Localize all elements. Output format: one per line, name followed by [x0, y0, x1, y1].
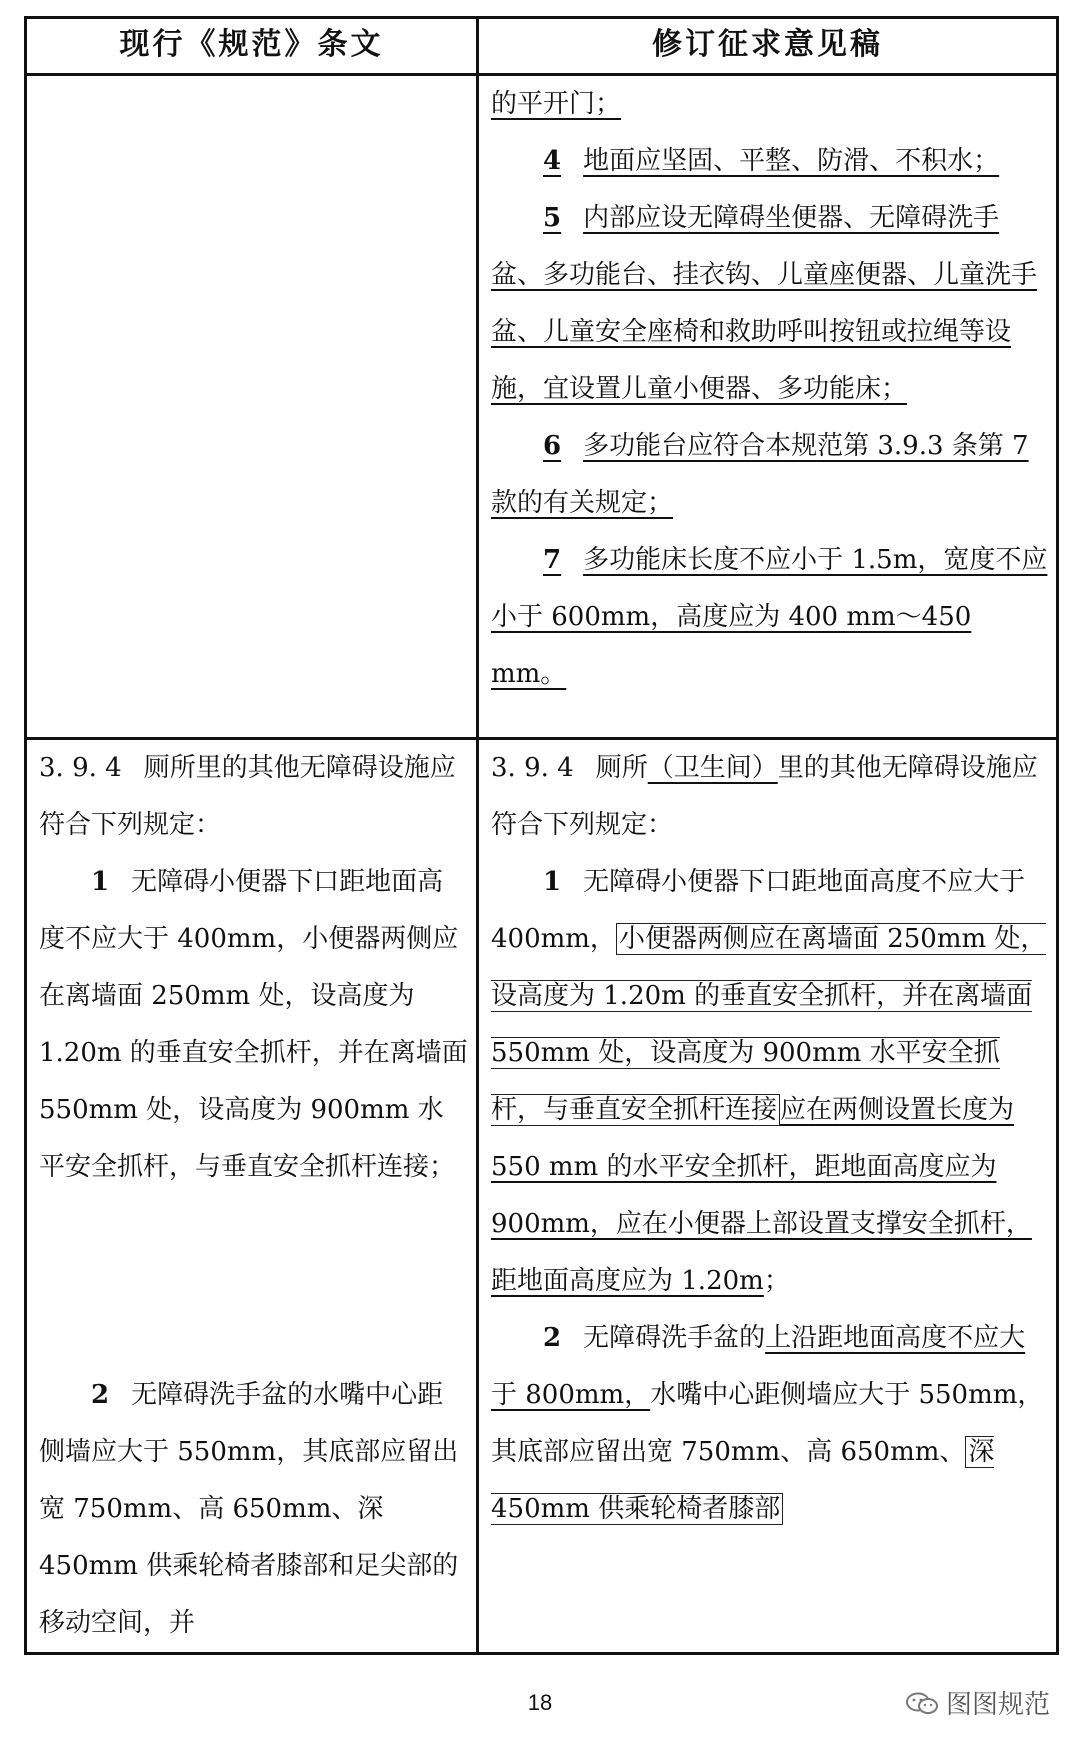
- table-header-row: [26, 18, 1058, 75]
- header-revision-draft: 修订征求意见稿: [478, 18, 1058, 75]
- page-number: 18: [527, 1690, 553, 1715]
- current-cell-empty: [26, 75, 478, 739]
- revision-item-1: 1 无障碍小便器下口距地面高度不应大于 400mm， 小便器两侧应在离墙面 250mm 处，设高度为 1.20m 的垂直安全抓杆，并在离墙面 550mm 处，设高度为 900mm 水平安全抓杆，与垂直安全抓杆连接 应在两侧设置长度为 550 mm 的水平安全抓杆，距地面高度应为 900mm，应在小便器上部设置支撑安全抓杆，距地面高度应为 1.20m；: [491, 867, 1047, 1296]
- revision-item-5: 5 内部应设无障碍坐便器、无障碍洗手盆、多功能台、挂衣钩、儿童座便器、儿童洗手盆、儿童安全座椅和救助呼叫按钮或拉绳等设施，宜设置儿童小便器、多功能床；: [491, 203, 1038, 404]
- revision-item-2: 2 无障碍洗手盆的上沿距地面高度不应大于 800mm，水嘴中心距侧墙应大于 550mm，其底部应留出宽 750mm、高 650mm、 深 450mm 供乘轮椅者膝部: [491, 1323, 1044, 1524]
- current-clause-cell: [26, 739, 478, 1654]
- current-clause-heading: 3. 9. 4 厕所里的其他无障碍设施应符合下列规定：: [39, 753, 456, 840]
- deleted-text-box: 小便器两侧应在离墙面 250mm 处，设高度为 1.20m 的垂直安全抓杆，并在离墙面 550mm 处，设高度为 900mm 水平安全抓杆，与垂直安全抓杆连接: [491, 924, 1047, 1125]
- revision-continuation: 的平开门；: [491, 89, 622, 119]
- watermark: [904, 1684, 1050, 1721]
- added-text: 应在两侧设置长度为 550 mm 的水平安全抓杆，距地面高度应为 900mm，应在小便器上部设置支撑安全抓杆，距地面高度应为 1.20m: [491, 1095, 1032, 1296]
- revision-clause-heading: 3. 9. 4 厕所（卫生间）里的其他无障碍设施应符合下列规定：: [491, 753, 1038, 840]
- watermark-text: 图图规范: [945, 1690, 1050, 1720]
- wechat-icon: [904, 1691, 940, 1715]
- revision-cell: [478, 75, 1058, 739]
- current-item-2: 2 无障碍洗手盆的水嘴中心距侧墙应大于 550mm，其底部应留出宽 750mm、高 650mm、深 450mm 供乘轮椅者膝部和足尖部的移动空间，并: [39, 1380, 459, 1638]
- header-current-clause: 现行《规范》条文: [26, 18, 478, 75]
- current-item-1: 1 无障碍小便器下口距地面高度不应大于 400mm，小便器两侧应在离墙面 250mm 处，设高度为 1.20m 的垂直安全抓杆，并在离墙面 550mm 处，设高度为 900mm 水平安全抓杆，与垂直安全抓杆连接；: [39, 867, 468, 1182]
- table-row: [26, 75, 1058, 739]
- revision-item-4: 4 地面应坚固、平整、防滑、不积水；: [543, 146, 1000, 176]
- comparison-table: [24, 16, 1059, 1655]
- revision-item-7: 7 多功能床长度不应小于 1.5m，宽度不应小于 600mm，高度应为 400 mm～450 mm。: [491, 545, 1048, 689]
- table-row: [26, 739, 1058, 1654]
- revision-item-6: 6 多功能台应符合本规范第 3.9.3 条第 7 款的有关规定；: [491, 431, 1029, 518]
- added-text: 上沿距地面高度不应大于 800mm，: [491, 1323, 1026, 1410]
- revision-clause-cell: [478, 739, 1058, 1654]
- deleted-text-box: 深 450mm 供乘轮椅者膝部: [491, 1437, 995, 1524]
